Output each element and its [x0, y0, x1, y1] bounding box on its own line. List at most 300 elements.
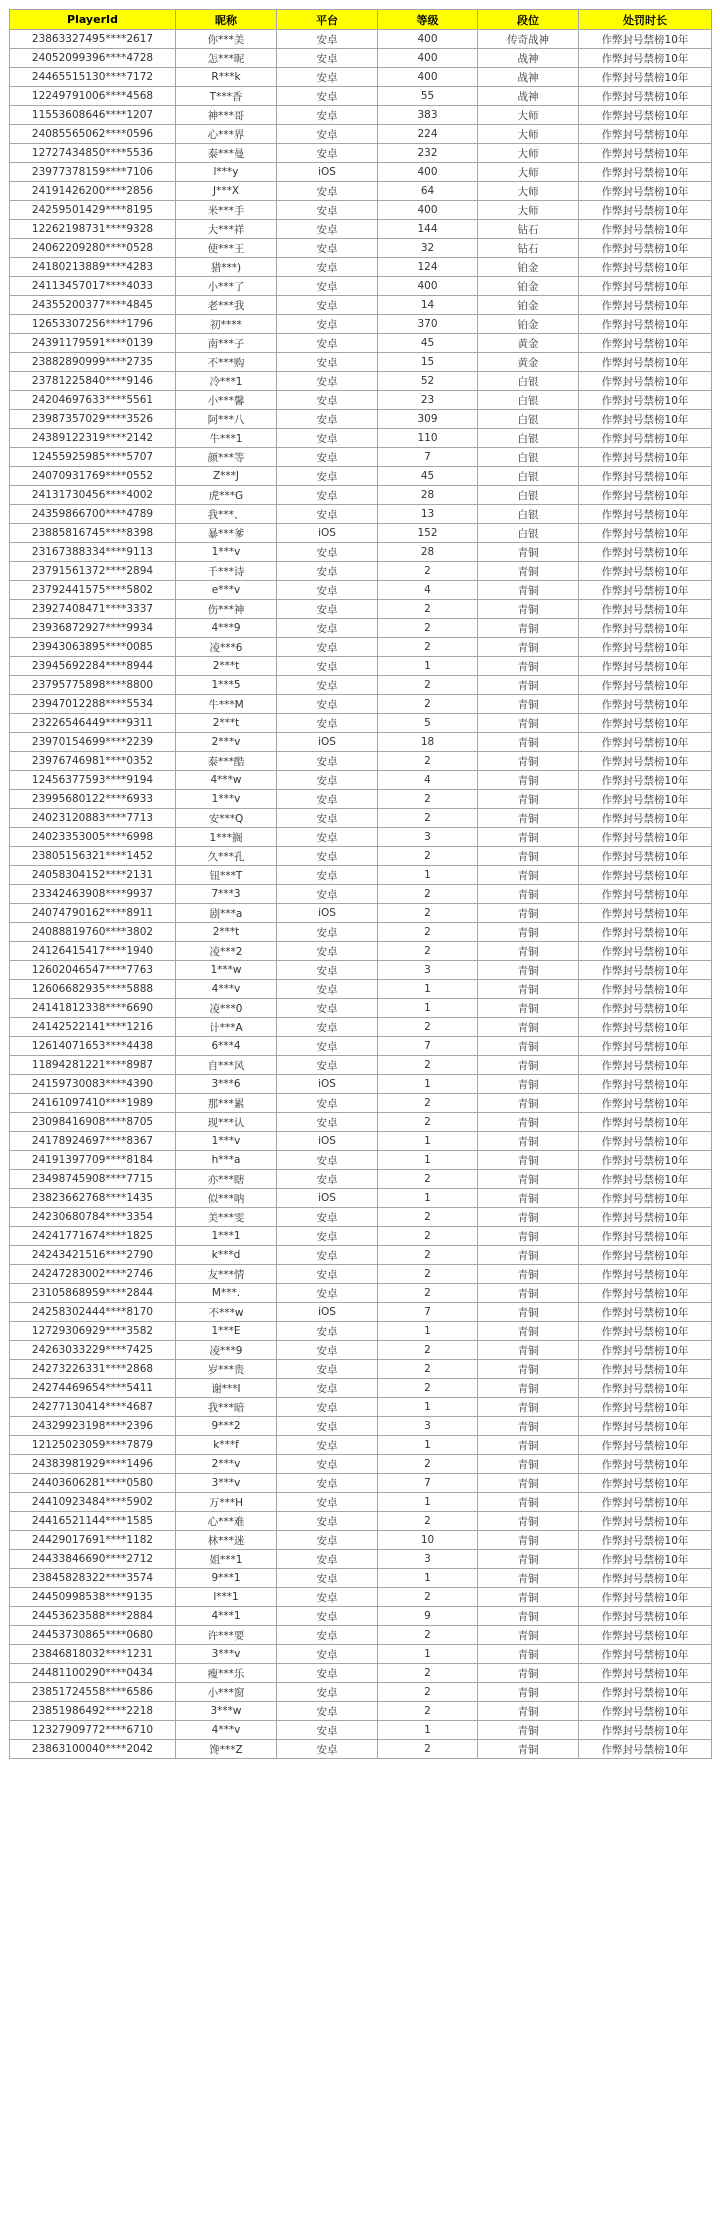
platform-cell: 安卓 — [277, 961, 378, 980]
platform-cell: 安卓 — [277, 201, 378, 220]
rank-cell: 黄金 — [478, 334, 579, 353]
nickname-cell: 1***搁 — [176, 828, 277, 847]
platform-cell: 安卓 — [277, 1341, 378, 1360]
player-id-cell: 24391179591****0139 — [10, 334, 176, 353]
platform-cell: 安卓 — [277, 619, 378, 638]
rank-cell: 青铜 — [478, 1056, 579, 1075]
level-cell: 1 — [378, 1493, 478, 1512]
player-id-cell: 12456377593****9194 — [10, 771, 176, 790]
nickname-cell: 4***1 — [176, 1607, 277, 1626]
rank-cell: 白银 — [478, 467, 579, 486]
player-id-cell: 24058304152****2131 — [10, 866, 176, 885]
nickname-cell: 1***v — [176, 1132, 277, 1151]
level-cell: 2 — [378, 942, 478, 961]
level-cell: 3 — [378, 1417, 478, 1436]
player-id-cell: 24180213889****4283 — [10, 258, 176, 277]
player-id-cell: 24088819760****3802 — [10, 923, 176, 942]
nickname-cell: J***X — [176, 182, 277, 201]
rank-cell: 青铜 — [478, 562, 579, 581]
table-row — [10, 277, 712, 296]
level-cell: 1 — [378, 1645, 478, 1664]
nickname-cell: 千***诗 — [176, 562, 277, 581]
penalty-cell: 作弊封号禁榜10年 — [579, 296, 712, 315]
table-row — [10, 1702, 712, 1721]
level-cell: 52 — [378, 372, 478, 391]
header-rank: 段位 — [478, 10, 579, 30]
table-row — [10, 296, 712, 315]
nickname-cell: 2***v — [176, 733, 277, 752]
nickname-cell: 大***祥 — [176, 220, 277, 239]
level-cell: 14 — [378, 296, 478, 315]
level-cell: 2 — [378, 1664, 478, 1683]
penalty-cell: 作弊封号禁榜10年 — [579, 543, 712, 562]
nickname-cell: 姐***1 — [176, 1550, 277, 1569]
level-cell: 2 — [378, 619, 478, 638]
table-row — [10, 1360, 712, 1379]
platform-cell: 安卓 — [277, 600, 378, 619]
level-cell: 1 — [378, 657, 478, 676]
table-row — [10, 1132, 712, 1151]
table-row — [10, 1056, 712, 1075]
level-cell: 152 — [378, 524, 478, 543]
player-id-cell: 24258302444****8170 — [10, 1303, 176, 1322]
penalty-cell: 作弊封号禁榜10年 — [579, 1189, 712, 1208]
platform-cell: 安卓 — [277, 1037, 378, 1056]
nickname-cell: 怎***昵 — [176, 49, 277, 68]
level-cell: 1 — [378, 1721, 478, 1740]
platform-cell: 安卓 — [277, 182, 378, 201]
platform-cell: 安卓 — [277, 1284, 378, 1303]
platform-cell: 安卓 — [277, 68, 378, 87]
player-id-cell: 24453730865****0680 — [10, 1626, 176, 1645]
player-id-cell: 23943063895****0085 — [10, 638, 176, 657]
nickname-cell: 阿***八 — [176, 410, 277, 429]
nickname-cell: 计***A — [176, 1018, 277, 1037]
rank-cell: 青铜 — [478, 1531, 579, 1550]
table-row — [10, 847, 712, 866]
penalty-cell: 作弊封号禁榜10年 — [579, 771, 712, 790]
table-row — [10, 486, 712, 505]
nickname-cell: Z***J — [176, 467, 277, 486]
platform-cell: 安卓 — [277, 277, 378, 296]
player-id-cell: 23846818032****1231 — [10, 1645, 176, 1664]
rank-cell: 青铜 — [478, 999, 579, 1018]
nickname-cell: k***f — [176, 1436, 277, 1455]
rank-cell: 白银 — [478, 448, 579, 467]
rank-cell: 白银 — [478, 505, 579, 524]
penalty-cell: 作弊封号禁榜10年 — [579, 942, 712, 961]
table-row — [10, 410, 712, 429]
player-id-cell: 23927408471****3337 — [10, 600, 176, 619]
player-id-cell: 23885816745****8398 — [10, 524, 176, 543]
level-cell: 2 — [378, 1284, 478, 1303]
table-row — [10, 372, 712, 391]
player-id-cell: 11894281221****8987 — [10, 1056, 176, 1075]
nickname-cell: 2***t — [176, 714, 277, 733]
penalty-cell: 作弊封号禁榜10年 — [579, 68, 712, 87]
level-cell: 1 — [378, 1075, 478, 1094]
rank-cell: 青铜 — [478, 1265, 579, 1284]
table-row — [10, 543, 712, 562]
rank-cell: 青铜 — [478, 1550, 579, 1569]
table-row — [10, 201, 712, 220]
level-cell: 1 — [378, 1151, 478, 1170]
nickname-cell: 馋***Z — [176, 1740, 277, 1759]
player-id-cell: 23947012288****5534 — [10, 695, 176, 714]
player-id-cell: 12327909772****6710 — [10, 1721, 176, 1740]
rank-cell: 青铜 — [478, 885, 579, 904]
penalty-cell: 作弊封号禁榜10年 — [579, 1227, 712, 1246]
nickname-cell: 3***v — [176, 1645, 277, 1664]
platform-cell: 安卓 — [277, 1227, 378, 1246]
table-row — [10, 638, 712, 657]
platform-cell: 安卓 — [277, 1208, 378, 1227]
level-cell: 2 — [378, 1360, 478, 1379]
player-id-cell: 24453623588****2884 — [10, 1607, 176, 1626]
platform-cell: 安卓 — [277, 1474, 378, 1493]
platform-cell: iOS — [277, 904, 378, 923]
penalty-cell: 作弊封号禁榜10年 — [579, 467, 712, 486]
table-row — [10, 163, 712, 182]
nickname-cell: 4***9 — [176, 619, 277, 638]
penalty-cell: 作弊封号禁榜10年 — [579, 809, 712, 828]
penalty-cell: 作弊封号禁榜10年 — [579, 1151, 712, 1170]
level-cell: 2 — [378, 1683, 478, 1702]
platform-cell: 安卓 — [277, 1056, 378, 1075]
nickname-cell: M***. — [176, 1284, 277, 1303]
platform-cell: 安卓 — [277, 125, 378, 144]
player-id-cell: 24274469654****5411 — [10, 1379, 176, 1398]
table-row — [10, 1113, 712, 1132]
player-id-cell: 24191426200****2856 — [10, 182, 176, 201]
penalty-cell: 作弊封号禁榜10年 — [579, 1322, 712, 1341]
rank-cell: 战神 — [478, 87, 579, 106]
rank-cell: 青铜 — [478, 1683, 579, 1702]
rank-cell: 青铜 — [478, 714, 579, 733]
level-cell: 2 — [378, 600, 478, 619]
table-row — [10, 1721, 712, 1740]
nickname-cell: 4***v — [176, 980, 277, 999]
level-cell: 2 — [378, 904, 478, 923]
table-row — [10, 866, 712, 885]
table-row — [10, 1037, 712, 1056]
rank-cell: 青铜 — [478, 847, 579, 866]
rank-cell: 白银 — [478, 486, 579, 505]
player-id-cell: 24023353005****6998 — [10, 828, 176, 847]
nickname-cell: 使***王 — [176, 239, 277, 258]
platform-cell: 安卓 — [277, 391, 378, 410]
level-cell: 2 — [378, 1341, 478, 1360]
table-row — [10, 790, 712, 809]
nickname-cell: 1***v — [176, 790, 277, 809]
platform-cell: 安卓 — [277, 49, 378, 68]
level-cell: 1 — [378, 1322, 478, 1341]
platform-cell: 安卓 — [277, 980, 378, 999]
level-cell: 2 — [378, 1512, 478, 1531]
nickname-cell: 3***v — [176, 1474, 277, 1493]
player-id-cell: 24243421516****2790 — [10, 1246, 176, 1265]
player-id-cell: 23498745908****7715 — [10, 1170, 176, 1189]
level-cell: 1 — [378, 980, 478, 999]
platform-cell: 安卓 — [277, 923, 378, 942]
player-id-cell: 24416521144****1585 — [10, 1512, 176, 1531]
level-cell: 309 — [378, 410, 478, 429]
table-row — [10, 961, 712, 980]
table-row — [10, 733, 712, 752]
nickname-cell: 猎***) — [176, 258, 277, 277]
level-cell: 2 — [378, 562, 478, 581]
penalty-cell: 作弊封号禁榜10年 — [579, 87, 712, 106]
table-row — [10, 1683, 712, 1702]
rank-cell: 青铜 — [478, 904, 579, 923]
level-cell: 2 — [378, 847, 478, 866]
rank-cell: 青铜 — [478, 1341, 579, 1360]
player-id-cell: 11553608646****1207 — [10, 106, 176, 125]
player-id-cell: 24241771674****1825 — [10, 1227, 176, 1246]
rank-cell: 青铜 — [478, 1664, 579, 1683]
player-id-cell: 23805156321****1452 — [10, 847, 176, 866]
player-id-cell: 23781225840****9146 — [10, 372, 176, 391]
player-id-cell: 23105868959****2844 — [10, 1284, 176, 1303]
rank-cell: 青铜 — [478, 1379, 579, 1398]
table-row — [10, 771, 712, 790]
penalty-cell: 作弊封号禁榜10年 — [579, 163, 712, 182]
table-row — [10, 999, 712, 1018]
penalty-cell: 作弊封号禁榜10年 — [579, 1512, 712, 1531]
table-row — [10, 1436, 712, 1455]
nickname-cell: 那***累 — [176, 1094, 277, 1113]
penalty-cell: 作弊封号禁榜10年 — [579, 1037, 712, 1056]
nickname-cell: 林***迷 — [176, 1531, 277, 1550]
player-id-cell: 23970154699****2239 — [10, 733, 176, 752]
platform-cell: 安卓 — [277, 220, 378, 239]
nickname-cell: 牛***M — [176, 695, 277, 714]
penalty-cell: 作弊封号禁榜10年 — [579, 106, 712, 125]
table-row — [10, 1284, 712, 1303]
table-row — [10, 1379, 712, 1398]
table-row — [10, 1512, 712, 1531]
rank-cell: 青铜 — [478, 1474, 579, 1493]
rank-cell: 白银 — [478, 524, 579, 543]
player-id-cell: 23995680122****6933 — [10, 790, 176, 809]
nickname-cell: 凌***9 — [176, 1341, 277, 1360]
table-row — [10, 1151, 712, 1170]
level-cell: 18 — [378, 733, 478, 752]
platform-cell: iOS — [277, 1132, 378, 1151]
rank-cell: 青铜 — [478, 1322, 579, 1341]
player-id-cell: 24410923484****5902 — [10, 1493, 176, 1512]
platform-cell: 安卓 — [277, 1322, 378, 1341]
level-cell: 2 — [378, 790, 478, 809]
rank-cell: 青铜 — [478, 866, 579, 885]
nickname-cell: 1***1 — [176, 1227, 277, 1246]
table-row — [10, 562, 712, 581]
level-cell: 4 — [378, 771, 478, 790]
level-cell: 3 — [378, 961, 478, 980]
rank-cell: 青铜 — [478, 1512, 579, 1531]
table-row — [10, 809, 712, 828]
level-cell: 2 — [378, 676, 478, 695]
table-row — [10, 1246, 712, 1265]
platform-cell: 安卓 — [277, 87, 378, 106]
rank-cell: 青铜 — [478, 657, 579, 676]
table-row — [10, 1265, 712, 1284]
platform-cell: 安卓 — [277, 372, 378, 391]
player-id-cell: 12606682935****5888 — [10, 980, 176, 999]
platform-cell: iOS — [277, 1303, 378, 1322]
penalty-cell: 作弊封号禁榜10年 — [579, 828, 712, 847]
nickname-cell: 9***1 — [176, 1569, 277, 1588]
rank-cell: 青铜 — [478, 809, 579, 828]
nickname-cell: l***1 — [176, 1588, 277, 1607]
penalty-cell: 作弊封号禁榜10年 — [579, 144, 712, 163]
player-id-cell: 24389122319****2142 — [10, 429, 176, 448]
level-cell: 1 — [378, 999, 478, 1018]
level-cell: 7 — [378, 448, 478, 467]
nickname-cell: 久***孔 — [176, 847, 277, 866]
penalty-cell: 作弊封号禁榜10年 — [579, 752, 712, 771]
player-id-cell: 24085565062****0596 — [10, 125, 176, 144]
player-id-cell: 12262198731****9328 — [10, 220, 176, 239]
rank-cell: 青铜 — [478, 1037, 579, 1056]
platform-cell: 安卓 — [277, 1569, 378, 1588]
player-id-cell: 23945692284****8944 — [10, 657, 176, 676]
rank-cell: 青铜 — [478, 676, 579, 695]
rank-cell: 铂金 — [478, 296, 579, 315]
level-cell: 1 — [378, 1436, 478, 1455]
penalty-cell: 作弊封号禁榜10年 — [579, 1341, 712, 1360]
level-cell: 2 — [378, 1740, 478, 1759]
player-id-cell: 12125023059****7879 — [10, 1436, 176, 1455]
rank-cell: 大师 — [478, 201, 579, 220]
nickname-cell: 泰***曼 — [176, 144, 277, 163]
nickname-cell: l***y — [176, 163, 277, 182]
platform-cell: iOS — [277, 1075, 378, 1094]
penalty-cell: 作弊封号禁榜10年 — [579, 1208, 712, 1227]
penalty-cell: 作弊封号禁榜10年 — [579, 1170, 712, 1189]
platform-cell: 安卓 — [277, 1626, 378, 1645]
penalty-cell: 作弊封号禁榜10年 — [579, 505, 712, 524]
penalty-cell: 作弊封号禁榜10年 — [579, 524, 712, 543]
level-cell: 2 — [378, 809, 478, 828]
player-id-cell: 12653307256****1796 — [10, 315, 176, 334]
player-id-cell: 23851724558****6586 — [10, 1683, 176, 1702]
level-cell: 232 — [378, 144, 478, 163]
platform-cell: 安卓 — [277, 30, 378, 49]
table-row — [10, 467, 712, 486]
header-level: 等级 — [378, 10, 478, 30]
penalty-cell: 作弊封号禁榜10年 — [579, 125, 712, 144]
nickname-cell: 暴***爹 — [176, 524, 277, 543]
rank-cell: 青铜 — [478, 1493, 579, 1512]
header-player-id: PlayerId — [10, 10, 176, 30]
platform-cell: 安卓 — [277, 106, 378, 125]
rank-cell: 青铜 — [478, 1303, 579, 1322]
player-id-cell: 24383981929****1496 — [10, 1455, 176, 1474]
level-cell: 400 — [378, 163, 478, 182]
player-id-cell: 24070931769****0552 — [10, 467, 176, 486]
level-cell: 2 — [378, 638, 478, 657]
player-id-cell: 23098416908****8705 — [10, 1113, 176, 1132]
penalty-cell: 作弊封号禁榜10年 — [579, 391, 712, 410]
rank-cell: 青铜 — [478, 1075, 579, 1094]
header-nickname: 昵称 — [176, 10, 277, 30]
platform-cell: 安卓 — [277, 144, 378, 163]
level-cell: 370 — [378, 315, 478, 334]
nickname-cell: 4***w — [176, 771, 277, 790]
platform-cell: 安卓 — [277, 429, 378, 448]
header-platform: 平台 — [277, 10, 378, 30]
level-cell: 2 — [378, 752, 478, 771]
platform-cell: 安卓 — [277, 1265, 378, 1284]
nickname-cell: 牛***1 — [176, 429, 277, 448]
table-row — [10, 619, 712, 638]
nickname-cell: 许***要 — [176, 1626, 277, 1645]
rank-cell: 青铜 — [478, 581, 579, 600]
level-cell: 1 — [378, 1189, 478, 1208]
platform-cell: 安卓 — [277, 942, 378, 961]
level-cell: 5 — [378, 714, 478, 733]
level-cell: 2 — [378, 1056, 478, 1075]
level-cell: 2 — [378, 1455, 478, 1474]
penalty-cell: 作弊封号禁榜10年 — [579, 1398, 712, 1417]
penalty-cell: 作弊封号禁榜10年 — [579, 847, 712, 866]
nickname-cell: 小***了 — [176, 277, 277, 296]
rank-cell: 大师 — [478, 163, 579, 182]
nickname-cell: e***v — [176, 581, 277, 600]
nickname-cell: 瘦***乐 — [176, 1664, 277, 1683]
table-row — [10, 220, 712, 239]
nickname-cell: 虎***G — [176, 486, 277, 505]
rank-cell: 青铜 — [478, 961, 579, 980]
platform-cell: 安卓 — [277, 828, 378, 847]
level-cell: 7 — [378, 1037, 478, 1056]
platform-cell: 安卓 — [277, 1588, 378, 1607]
rank-cell: 钻石 — [478, 239, 579, 258]
player-id-cell: 24259501429****8195 — [10, 201, 176, 220]
nickname-cell: 我***暗 — [176, 1398, 277, 1417]
level-cell: 2 — [378, 1702, 478, 1721]
rank-cell: 大师 — [478, 106, 579, 125]
player-id-cell: 23795775898****8800 — [10, 676, 176, 695]
penalty-cell: 作弊封号禁榜10年 — [579, 1284, 712, 1303]
level-cell: 124 — [378, 258, 478, 277]
platform-cell: 安卓 — [277, 1417, 378, 1436]
penalty-cell: 作弊封号禁榜10年 — [579, 1417, 712, 1436]
penalty-cell: 作弊封号禁榜10年 — [579, 1018, 712, 1037]
penalty-cell: 作弊封号禁榜10年 — [579, 1132, 712, 1151]
platform-cell: 安卓 — [277, 467, 378, 486]
table-row — [10, 182, 712, 201]
nickname-cell: 南***子 — [176, 334, 277, 353]
penalty-cell: 作弊封号禁榜10年 — [579, 1683, 712, 1702]
platform-cell: 安卓 — [277, 448, 378, 467]
table-row — [10, 106, 712, 125]
platform-cell: 安卓 — [277, 790, 378, 809]
penalty-cell: 作弊封号禁榜10年 — [579, 182, 712, 201]
player-id-cell: 24191397709****8184 — [10, 1151, 176, 1170]
level-cell: 3 — [378, 828, 478, 847]
table-row — [10, 239, 712, 258]
platform-cell: 安卓 — [277, 334, 378, 353]
player-id-cell: 24161097410****1989 — [10, 1094, 176, 1113]
nickname-cell: 不***购 — [176, 353, 277, 372]
player-id-cell: 23845828322****3574 — [10, 1569, 176, 1588]
table-row — [10, 695, 712, 714]
nickname-cell: 2***v — [176, 1455, 277, 1474]
table-row — [10, 1018, 712, 1037]
rank-cell: 青铜 — [478, 1588, 579, 1607]
